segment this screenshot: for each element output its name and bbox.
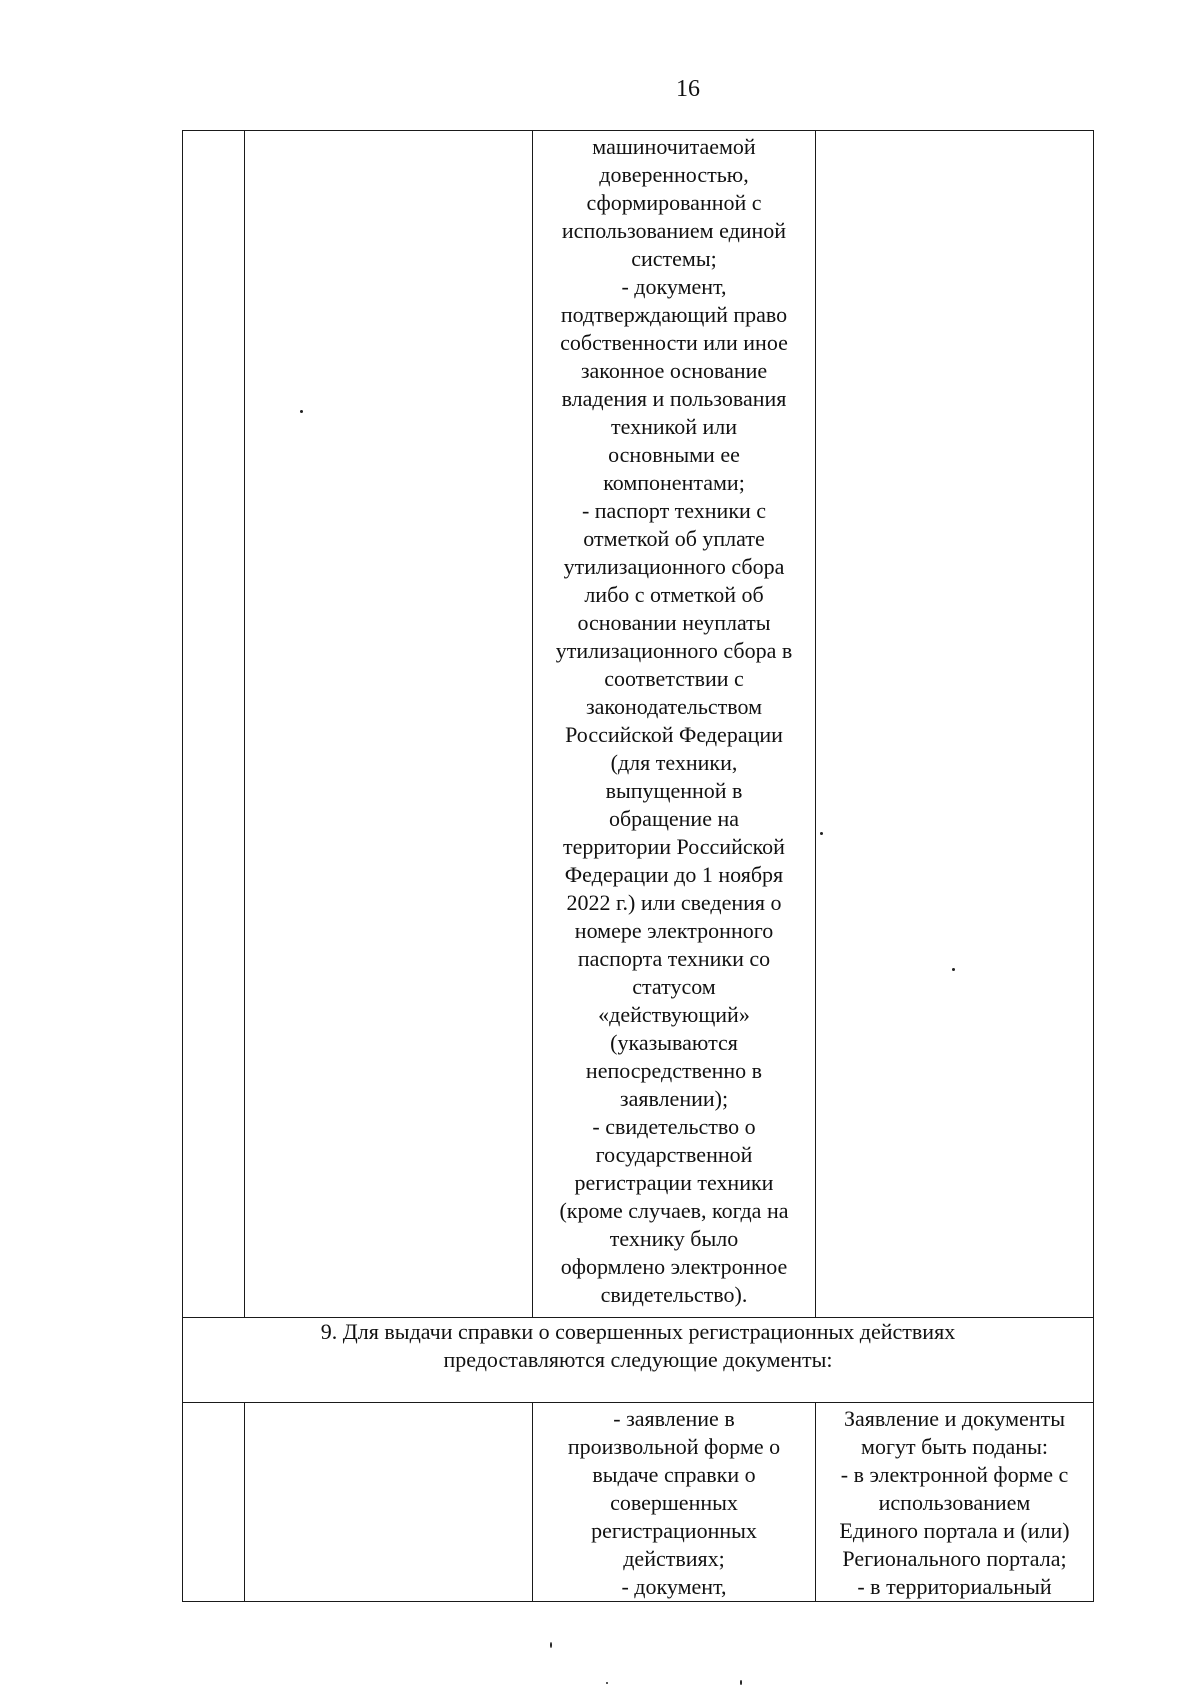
- documents-table: [182, 130, 1094, 1602]
- cell-service: [245, 1403, 533, 1602]
- document-line: регистрации техники: [574, 1170, 774, 1195]
- document-line: заявлении);: [619, 1086, 729, 1111]
- document-line: владения и пользования: [561, 386, 787, 411]
- document-line: совершенных: [610, 1490, 738, 1515]
- document-line: основными ее: [608, 442, 740, 467]
- document-line: - документ,: [621, 274, 727, 299]
- document-line: паспорта техники со: [577, 946, 771, 971]
- document-line: (указываются: [610, 1030, 738, 1055]
- cell-notes: [816, 1403, 1094, 1602]
- document-line: могут быть поданы:: [861, 1434, 1048, 1459]
- cell-documents: [533, 131, 816, 1318]
- document-line: либо с отметкой об: [584, 582, 764, 607]
- page-number: 16: [676, 76, 700, 102]
- document-line: машиночитаемой: [592, 134, 756, 159]
- document-line: выпущенной в: [605, 778, 743, 803]
- document-line: Заявление и документы: [844, 1406, 1065, 1431]
- notes-list: [820, 1405, 1089, 1601]
- document-line: законное основание: [580, 358, 768, 383]
- section-heading-line: предоставляются следующие документы:: [443, 1347, 833, 1372]
- table-row-section-9: [183, 1318, 1094, 1403]
- document-line: - в электронной форме с: [840, 1462, 1069, 1487]
- scan-speck: [820, 832, 823, 835]
- document-line: Регионального портала;: [842, 1546, 1067, 1571]
- section-heading-9: [183, 1318, 1094, 1403]
- document-line: свидетельство).: [600, 1282, 748, 1307]
- document-line: произвольной форме о: [567, 1434, 781, 1459]
- document-line: технику было: [609, 1226, 739, 1251]
- document-line: доверенностью,: [599, 162, 749, 187]
- document-line: - заявление в: [613, 1406, 735, 1431]
- document-line: использованием единой: [561, 218, 787, 243]
- scan-speck: [952, 968, 955, 971]
- scan-speck: [740, 1680, 742, 1685]
- document-line: утилизационного сбора в: [555, 638, 793, 663]
- document-line: обращение на: [608, 806, 739, 831]
- document-line: компонентами;: [603, 470, 745, 495]
- document-line: - в территориальный: [857, 1574, 1052, 1599]
- document-line: техникой или: [610, 414, 737, 439]
- document-line: действиях;: [623, 1546, 725, 1571]
- document-line: (для техники,: [610, 750, 738, 775]
- document-line: 2022 г.) или сведения о: [566, 890, 782, 915]
- document-line: оформлено электронное: [560, 1254, 788, 1279]
- document-line: территории Российской: [563, 834, 785, 859]
- document-line: номере электронного: [574, 918, 774, 943]
- document-line: сформированной с: [586, 190, 762, 215]
- document-line: отметкой об уплате: [583, 526, 765, 551]
- cell-service: [245, 131, 533, 1318]
- cell-notes: [816, 131, 1094, 1318]
- document-line: использованием: [878, 1490, 1031, 1515]
- document-line: подтверждающий право: [560, 302, 788, 327]
- document-line: - документ,: [621, 1574, 727, 1599]
- scan-speck: [300, 410, 303, 413]
- cell-documents: [533, 1403, 816, 1602]
- document-line: соответствии с: [604, 666, 744, 691]
- document-line: «действующий»: [598, 1002, 750, 1027]
- document-line: Федерации до 1 ноября: [564, 862, 784, 887]
- cell-number: [183, 131, 245, 1318]
- table-row-certificate: [183, 1403, 1094, 1602]
- document-line: - паспорт техники с: [581, 498, 767, 523]
- document-line: (кроме случаев, когда на: [559, 1198, 789, 1223]
- document-line: государственной: [595, 1142, 753, 1167]
- document-line: регистрационных: [591, 1518, 757, 1543]
- table-row-continuation: [183, 131, 1094, 1318]
- document-line: выдаче справки о: [592, 1462, 756, 1487]
- cell-number: [183, 1403, 245, 1602]
- documents-list: [537, 1405, 811, 1601]
- document-line: Единого портала и (или): [839, 1518, 1070, 1543]
- document-line: законодательством: [585, 694, 763, 719]
- document-line: основании неуплаты: [577, 610, 771, 635]
- document-line: Российской Федерации: [565, 722, 783, 747]
- document-line: - свидетельство о: [592, 1114, 756, 1139]
- document-line: утилизационного сбора: [563, 554, 785, 579]
- document-line: непосредственно в: [585, 1058, 763, 1083]
- section-heading-line: 9. Для выдачи справки о совершенных регистрационных действиях: [320, 1319, 956, 1344]
- documents-list: [537, 133, 811, 1309]
- scan-speck: [550, 1642, 552, 1648]
- scan-speck: [606, 1682, 608, 1684]
- document-line: собственности или иное: [560, 330, 788, 355]
- document-line: системы;: [631, 246, 717, 271]
- document-line: статусом: [632, 974, 716, 999]
